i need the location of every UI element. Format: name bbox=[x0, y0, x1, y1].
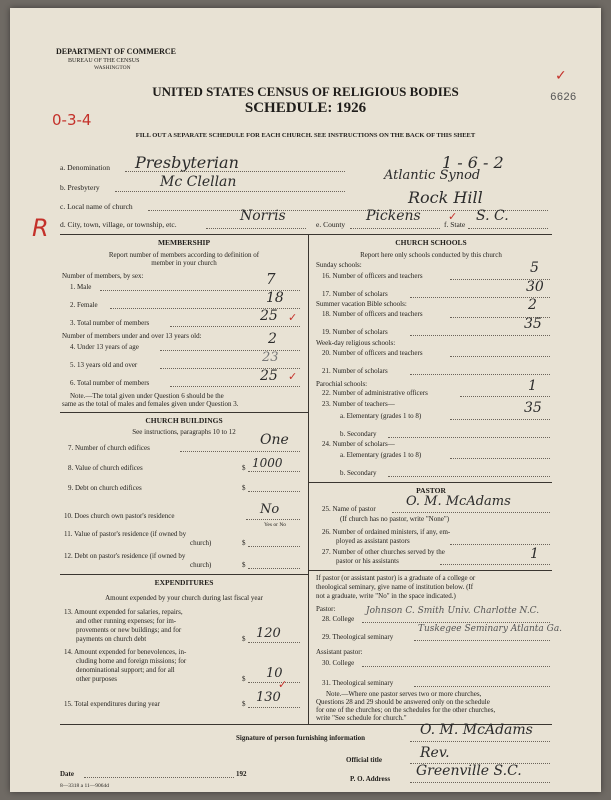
official-title-label: Official title bbox=[346, 756, 382, 764]
q13-value: 120 bbox=[256, 626, 281, 641]
synod-value: Atlantic Synod bbox=[384, 168, 481, 183]
red-code-annotation: 0-3-4 bbox=[52, 111, 92, 129]
q19-label: 19. Number of scholars bbox=[322, 328, 388, 336]
q24a-label: a. Elementary (grades 1 to 8) bbox=[340, 451, 422, 459]
q16-label: 16. Number of officers and teachers bbox=[322, 272, 423, 280]
state-value: S. C. bbox=[476, 208, 509, 224]
q2-label: 2. Female bbox=[70, 301, 98, 309]
presbytery-label: b. Presbytery bbox=[60, 183, 100, 192]
q19-value: 35 bbox=[524, 316, 542, 332]
q22-value: 1 bbox=[528, 378, 537, 394]
q8-value: 1000 bbox=[252, 456, 283, 470]
official-title-value: Rev. bbox=[420, 745, 450, 761]
q15-label: 15. Total expenditures during year bbox=[64, 700, 160, 708]
date-label: Date bbox=[60, 770, 74, 778]
county-value: Pickens bbox=[366, 208, 421, 224]
form-title: UNITED STATES CENSUS OF RELIGIOUS BODIES bbox=[152, 84, 459, 99]
q7-label: 7. Number of church edifices bbox=[68, 444, 150, 452]
date-year: 192 bbox=[236, 770, 247, 778]
q17-value: 30 bbox=[526, 279, 544, 295]
form-number: 8—3318 a 11—9064d bbox=[60, 783, 109, 789]
q3-label: 3. Total number of members bbox=[70, 319, 150, 327]
q20-label: 20. Number of officers and teachers bbox=[322, 349, 423, 357]
fill-instruction: FILL OUT A SEPARATE SCHEDULE FOR EACH CHURCH. SEE INSTRUCTIONS ON THE BACK OF THIS SHEET bbox=[135, 132, 476, 139]
county-label: e. County bbox=[316, 220, 346, 229]
schedule-title: SCHEDULE: 1926 bbox=[244, 100, 367, 116]
denomination-code: 1 - 6 - 2 bbox=[442, 153, 504, 172]
red-check-mark: ✓ bbox=[555, 68, 567, 84]
q24b-label: b. Secondary bbox=[340, 469, 377, 477]
q1-value: 7 bbox=[266, 270, 276, 288]
q5-value: 23 bbox=[262, 350, 279, 365]
q13-label: 13. Amount expended for salaries, repairs, bbox=[64, 608, 183, 616]
signature-label: Signature of person furnishing information bbox=[236, 734, 365, 742]
census-schedule-document: DEPARTMENT OF COMMERCE BUREAU OF THE CENSUS WASHINGTON UNITED STATES CENSUS OF RELIGIOUS BODIES SCHEDULE: 1926 FILL OUT A SEPARATE SCHEDULE FOR EACH CHURCH. SEE INSTRUCTIONS ON THE BACK OF THIS SHEET 6626 0-3-4 R ✓ a. Denomination Presbyterian 1 - 6 - 2 b. Presbytery Mc Clellan Atlantic Synod c. Local name of church Rock Hill d. City, town, village, or township, etc. Norris e. County Pickens f. State S. C. MEMBERSHIP Report number of members according to definition of member in your church Number of members, by sex: 1. Male 7 2. Female 18 3. Total number of members 25 Number of members under and over 13 years old: 4. Under 13 years of age 2 5. 13 years old and over 23 6. Total number of members 25 Note.—The total given under Question 6 should be the same as the total of males and females given under Question 3. CHURCH BUILDINGS See instructions, paragraphs 10 to 12 7. Number of church edifices One 8. Value of church edifices $ 1000 9. Debt on church edifices $ 10. Does church own pastor's residence No Yes or No 11. Value of pastor's residence (if owned by church) $ 12. Debt on pastor's residence (if owned by church) $ EXPENDITURES Amount expended by your church during last fiscal year 13. Amount expended for salaries, repairs, and other running expenses; for im- provements or new buildings; and for payments on church debt $ 120 14. Amount expended for benevolences, in- cluding home and foreign missions; for denominational support; and for all other purposes $ 10 15. Total expenditures during year $ 130 CHURCH SCHOOLS Report here only schools conducted by this church Sunday schools: 16. Number of officers and teachers 5 17. Number of scholars 30 Summer vacation Bible schools: 18. Number of officers and teachers 2 19. Number of scholars 35 Week-day religious schools: 20. Number of officers and teachers 21. Number of scholars Parochial schools: 22. Number of administrative officers 1 23. Number of teachers— a. Elementary (grades 1 to 8) 35 b. Secondary 24. Number of scholars— a. Elementary (grades 1 to 8) b. Secondary PASTOR 25. Name of pastor O. M. McAdams (If church has no pastor, write "None") 26. Number of ordained ministers, if any, em- ployed as assistant pastors 27. Number of other churches served by the pastor or his assistants 1 If pastor (or assistant pastor) is a graduate of a college or theological seminary, give name of institution below. (If not a graduate, write "No" in the space indicated.) Pastor: 28. College Johnson C. Smith Univ. Charlotte N.C. 29. Theological seminary Tuskegee Seminary Atlanta Ga. Assistant pastor: 30. College 31. Theological seminary Note.—Where one pastor serves two or more churches, Questions 28 and 29 should be answered only on the schedule for one of the churches; on the schedules for the other churches, write "See schedule for church." Signature of person furnishing information O. M. McAdams Official title Rev. Date 192 P. O. Address Greenville S.C. 8—3318 a 11—9064d ✓ ✓ ✓ ✓ bbox=[10, 8, 601, 792]
red-check-county: ✓ bbox=[448, 210, 458, 223]
red-check-q14: ✓ bbox=[278, 678, 288, 691]
red-check-q6: ✓ bbox=[288, 370, 298, 383]
q28-value: Johnson C. Smith Univ. Charlotte N.C. bbox=[366, 606, 540, 616]
q7-value: One bbox=[260, 432, 289, 448]
city-label: d. City, town, village, or township, etc. bbox=[60, 220, 177, 229]
q6-value: 25 bbox=[260, 368, 278, 384]
red-r-annotation: R bbox=[32, 214, 49, 242]
q9-label: 9. Debt on church edifices bbox=[68, 484, 142, 492]
q16-value: 5 bbox=[530, 260, 539, 276]
q23-label: 23. Number of teachers— bbox=[322, 400, 395, 408]
q10-label: 10. Does church own pastor's residence bbox=[64, 512, 175, 520]
stamp-number: 6626 bbox=[550, 92, 577, 104]
q30-label: 30. College bbox=[322, 659, 355, 667]
q2-value: 18 bbox=[266, 290, 284, 306]
q4-label: 4. Under 13 years of age bbox=[70, 343, 139, 351]
q6-label: 6. Total number of members bbox=[70, 379, 150, 387]
q25-label: 25. Name of pastor bbox=[322, 505, 376, 513]
q11-label: 11. Value of pastor's residence (if owned by bbox=[64, 530, 187, 538]
q31-label: 31. Theological seminary bbox=[322, 679, 394, 687]
po-address-value: Greenville S.C. bbox=[416, 763, 522, 779]
q25-value: O. M. McAdams bbox=[406, 494, 511, 509]
denomination-label: a. Denomination bbox=[60, 163, 110, 172]
q4-value: 2 bbox=[268, 331, 277, 347]
bureau-name: BUREAU OF THE CENSUS bbox=[68, 58, 140, 64]
q24-label: 24. Number of scholars— bbox=[322, 440, 395, 448]
q3-value: 25 bbox=[260, 308, 278, 324]
column-divider bbox=[308, 234, 309, 724]
q12-label: 12. Debt on pastor's residence (if owned by bbox=[64, 552, 186, 560]
signature-value: O. M. McAdams bbox=[420, 722, 533, 738]
pastor-heading: PASTOR bbox=[416, 486, 446, 495]
membership-heading: MEMBERSHIP bbox=[157, 238, 211, 247]
q27-label: 27. Number of other churches served by the bbox=[322, 548, 445, 556]
po-address-label: P. O. Address bbox=[350, 775, 391, 783]
city-value: Norris bbox=[240, 208, 286, 224]
q27-value: 1 bbox=[530, 546, 539, 562]
q8-label: 8. Value of church edifices bbox=[68, 464, 143, 472]
denomination-value: Presbyterian bbox=[135, 153, 239, 172]
q29-label: 29. Theological seminary bbox=[322, 633, 394, 641]
q10-value: No bbox=[260, 502, 280, 517]
q5-label: 5. 13 years old and over bbox=[70, 361, 138, 369]
q28-label: 28. College bbox=[322, 615, 355, 623]
state-label: f. State bbox=[444, 220, 466, 229]
q29-value: Tuskegee Seminary Atlanta Ga. bbox=[418, 624, 563, 634]
q14-label: 14. Amount expended for benevolences, in- bbox=[64, 648, 187, 656]
local-name-label: c. Local name of church bbox=[60, 202, 133, 211]
church-buildings-heading: CHURCH BUILDINGS bbox=[145, 416, 223, 425]
department-name: DEPARTMENT OF COMMERCE bbox=[56, 47, 177, 56]
q18-value: 2 bbox=[528, 297, 537, 313]
q23a-label: a. Elementary (grades 1 to 8) bbox=[340, 412, 422, 420]
q22-label: 22. Number of administrative officers bbox=[322, 389, 428, 397]
q23b-label: b. Secondary bbox=[340, 430, 377, 438]
q21-label: 21. Number of scholars bbox=[322, 367, 388, 375]
presbytery-value: Mc Clellan bbox=[160, 174, 237, 190]
local-name-value: Rock Hill bbox=[408, 188, 483, 207]
q26-label: 26. Number of ordained ministers, if any, em- bbox=[322, 528, 451, 536]
church-schools-heading: CHURCH SCHOOLS bbox=[395, 238, 467, 247]
q23a-value: 35 bbox=[524, 400, 542, 416]
q14-value: 10 bbox=[266, 666, 283, 681]
red-check-q3: ✓ bbox=[288, 311, 298, 324]
q18-label: 18. Number of officers and teachers bbox=[322, 310, 423, 318]
q15-value: 130 bbox=[256, 690, 281, 705]
q1-label: 1. Male bbox=[70, 283, 92, 291]
expenditures-heading: EXPENDITURES bbox=[154, 578, 214, 587]
bureau-city: WASHINGTON bbox=[94, 65, 131, 71]
q17-label: 17. Number of scholars bbox=[322, 290, 388, 298]
